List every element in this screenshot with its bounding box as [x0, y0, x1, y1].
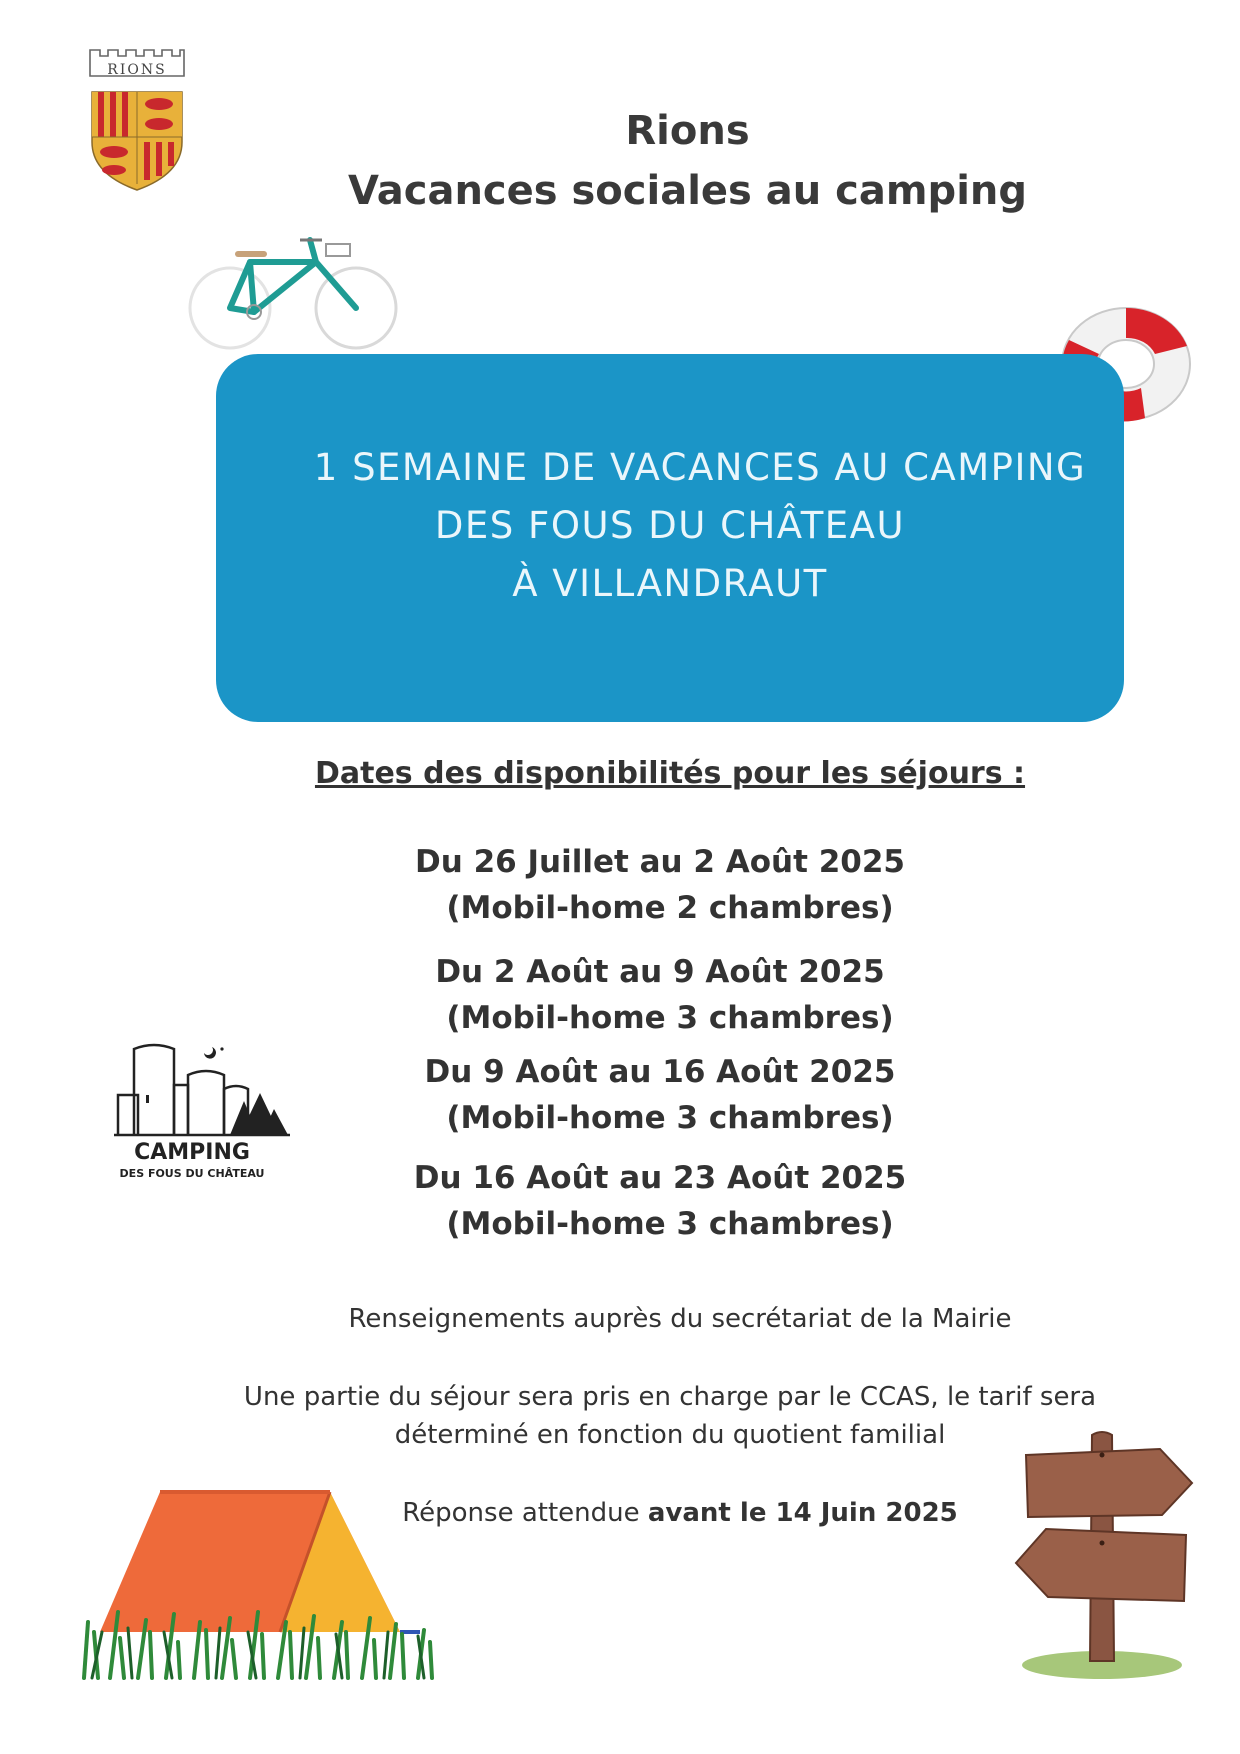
crest-text: RIONS	[107, 62, 167, 78]
castle-logo-icon	[112, 1035, 292, 1185]
offer-banner	[216, 354, 1124, 722]
dates-heading: Dates des disponibilités pour les séjours :	[314, 756, 1026, 791]
period-dates: Du 26 Juillet au 2 Août 2025	[414, 844, 906, 880]
banner-line-3: À VILLANDRAUT	[512, 562, 828, 605]
page-title: Rions	[625, 108, 750, 154]
period-accommodation: (Mobil-home 2 chambres)	[446, 890, 894, 926]
tent-icon	[80, 1482, 460, 1682]
period-dates: Du 9 Août au 16 Août 2025	[424, 1054, 896, 1090]
period-accommodation: (Mobil-home 3 chambres)	[446, 1000, 894, 1036]
ccas-note-line-1: Une partie du séjour sera pris en charge par le CCAS, le tarif sera	[243, 1382, 1097, 1412]
period-accommodation: (Mobil-home 3 chambres)	[446, 1100, 894, 1136]
banner-line-2: DES FOUS DU CHÂTEAU	[434, 504, 906, 547]
crest-icon	[86, 44, 188, 194]
reply-prefix: Réponse attendue	[402, 1498, 640, 1528]
period-accommodation: (Mobil-home 3 chambres)	[446, 1206, 894, 1242]
page-subtitle: Vacances sociales au camping	[347, 168, 1028, 214]
period-dates: Du 2 Août au 9 Août 2025	[435, 954, 885, 990]
camping-logo-name: CAMPING	[134, 1140, 250, 1165]
contact-info: Renseignements auprès du secrétariat de la Mairie	[348, 1304, 1012, 1334]
banner-line-1: 1 SEMAINE DE VACANCES AU CAMPING	[313, 446, 1087, 489]
signpost-icon	[1010, 1425, 1206, 1685]
ccas-note-line-2: déterminé en fonction du quotient familial	[394, 1420, 946, 1450]
camping-logo-tagline: DES FOUS DU CHÂTEAU	[119, 1167, 265, 1180]
period-dates: Du 16 Août au 23 Août 2025	[413, 1160, 907, 1196]
bicycle-icon	[188, 228, 398, 356]
reply-date: avant le 14 Juin 2025	[647, 1498, 958, 1528]
